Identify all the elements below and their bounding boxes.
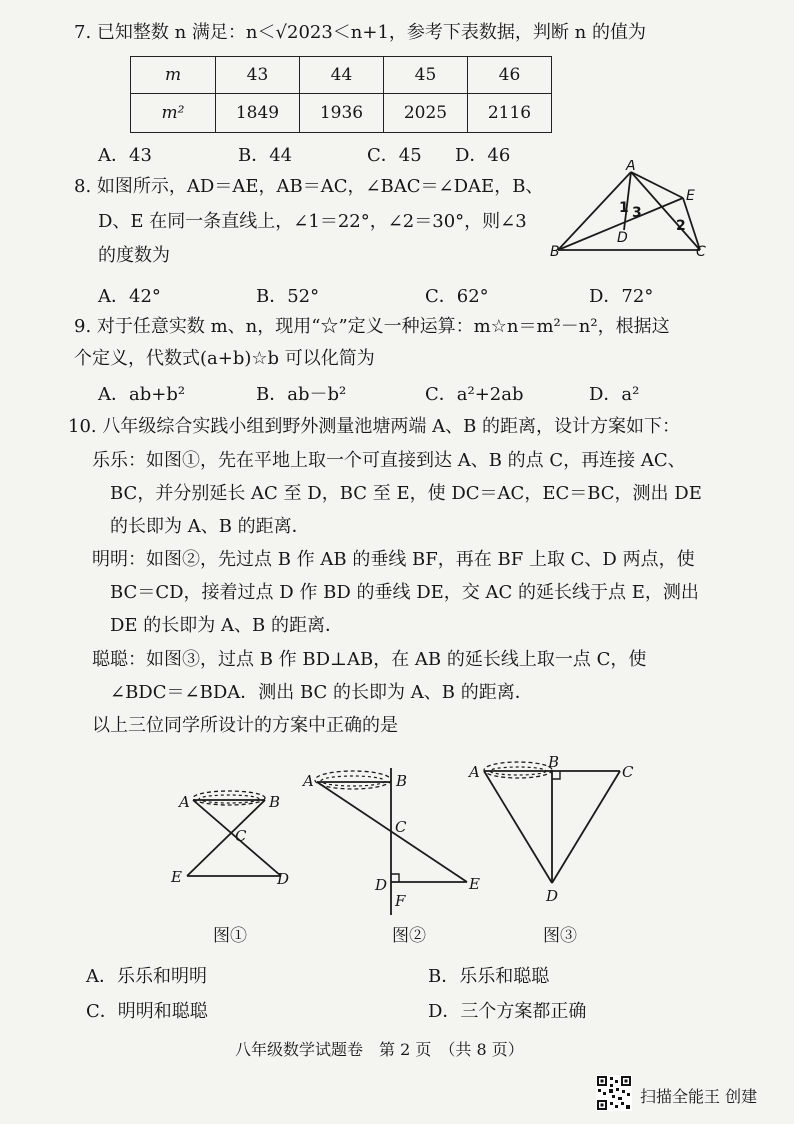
fig8-label-a: A: [626, 160, 636, 174]
q10-figure-3: [460, 755, 660, 910]
q9-option-a: A．ab+b²: [98, 384, 186, 405]
fig3-label-c: C: [622, 763, 634, 781]
fig8-label-c: C: [696, 244, 706, 260]
q10-option-a: A．乐乐和明明: [86, 966, 207, 987]
q10-line-1: 10. 八年级综合实践小组到野外测量池塘两端 A、B 的距离，设计方案如下：: [68, 416, 681, 437]
q8-option-a: A．42°: [98, 286, 161, 307]
q7-option-c: C．45: [367, 145, 422, 166]
table-cell: m²: [131, 94, 216, 133]
table-cell: 46: [468, 57, 552, 94]
table-row: [131, 57, 552, 94]
fig3-label-a: A: [469, 763, 480, 781]
fig2-label-b: B: [396, 772, 408, 790]
q8-line-3: 的度数为: [98, 245, 170, 266]
fig2-label-d: D: [375, 876, 388, 894]
table-cell: 2025: [384, 94, 468, 133]
q9-line-1: 9. 对于任意实数 m、n，现用“☆”定义一种运算：m☆n＝m²－n²，根据这: [74, 316, 670, 337]
q10-option-d: D．三个方案都正确: [428, 1001, 587, 1022]
q10-line-3: BC，并分别延长 AC 至 D，BC 至 E，使 DC＝AC，EC＝BC，测出 DE: [110, 483, 702, 504]
q10-line-10: 以上三位同学所设计的方案中正确的是: [92, 715, 398, 736]
fig2-label-c: C: [395, 818, 407, 836]
fig1-label-b: B: [269, 793, 281, 811]
fig8-angle-3: 3: [632, 205, 642, 221]
q9-option-c: C．a²+2ab: [425, 384, 524, 405]
table-cell: 2116: [468, 94, 552, 133]
scanner-watermark: 扫描全能王 创建: [640, 1087, 758, 1106]
fig8-angle-1: 1: [619, 200, 629, 216]
table-cell: 44: [300, 57, 384, 94]
table-cell: m: [131, 57, 216, 94]
q10-line-5: 明明：如图②，先过点 B 作 AB 的垂线 BF，再在 BF 上取 C、D 两点，使: [92, 549, 695, 570]
fig8-label-b: B: [550, 244, 560, 260]
q10-line-6: BC＝CD，接着过点 D 作 BD 的垂线 DE，交 AC 的延长线于点 E，测出: [110, 582, 699, 603]
fig8-angle-2: 2: [676, 218, 686, 234]
table-cell: 1936: [300, 94, 384, 133]
q10-option-c: C．明明和聪聪: [86, 1001, 208, 1022]
q10-option-b: B．乐乐和聪聪: [428, 966, 550, 987]
fig2-label-f: F: [395, 892, 406, 910]
q8-option-d: D．72°: [589, 286, 654, 307]
fig1-label-e: E: [171, 868, 182, 886]
fig2-caption: 图②: [392, 926, 426, 946]
fig2-label-e: E: [469, 875, 480, 893]
q7-option-b: B．44: [238, 145, 293, 166]
table-cell: 43: [216, 57, 300, 94]
q8-option-b: B．52°: [256, 286, 320, 307]
fig1-label-c: C: [235, 827, 247, 845]
fig2-label-a: A: [303, 772, 314, 790]
q10-line-8: 聪聪：如图③，过点 B 作 BD⊥AB，在 AB 的延长线上取一点 C，使: [92, 649, 647, 670]
q10-line-7: DE 的长即为 A、B 的距离．: [110, 615, 343, 636]
fig1-caption: 图①: [213, 926, 247, 946]
table-cell: 45: [384, 57, 468, 94]
q8-line-1: 8. 如图所示，AD＝AE，AB＝AC，∠BAC＝∠DAE，B、: [74, 176, 544, 197]
q7-option-d: D．46: [455, 145, 511, 166]
fig8-label-e: E: [686, 188, 695, 204]
q7-stem: 7. 已知整数 n 满足：n＜√2023＜n+1，参考下表数据，判断 n 的值为: [74, 22, 646, 43]
q9-line-2: 个定义，代数式(a+b)☆b 可以化简为: [74, 348, 375, 369]
fig1-label-d: D: [277, 870, 290, 888]
q7-table: [130, 56, 552, 133]
q9-option-d: D．a²: [589, 384, 640, 405]
q8-option-c: C．62°: [425, 286, 489, 307]
page-footer: 八年级数学试题卷 第 2 页 （共 8 页）: [235, 1040, 524, 1059]
q8-figure: [540, 160, 720, 270]
q10-line-2: 乐乐：如图①，先在平地上取一个可直接到达 A、B 的点 C，再连接 AC、: [92, 450, 686, 471]
q7-option-a: A．43: [98, 145, 152, 166]
q10-line-4: 的长即为 A、B 的距离．: [110, 516, 310, 537]
fig3-label-b: B: [548, 755, 560, 771]
fig3-caption: 图③: [543, 926, 577, 946]
qr-code-icon: [596, 1075, 632, 1111]
fig1-label-a: A: [179, 793, 190, 811]
q10-line-9: ∠BDC＝∠BDA．测出 BC 的长即为 A、B 的距离．: [110, 682, 533, 703]
fig8-label-d: D: [617, 230, 628, 246]
table-cell: 1849: [216, 94, 300, 133]
table-row: [131, 94, 552, 133]
q10-figure-1: [165, 780, 305, 890]
fig3-label-d: D: [546, 887, 559, 905]
q8-line-2: D、E 在同一条直线上，∠1＝22°，∠2＝30°，则∠3: [98, 211, 527, 232]
q9-option-b: B．ab－b²: [256, 384, 347, 405]
